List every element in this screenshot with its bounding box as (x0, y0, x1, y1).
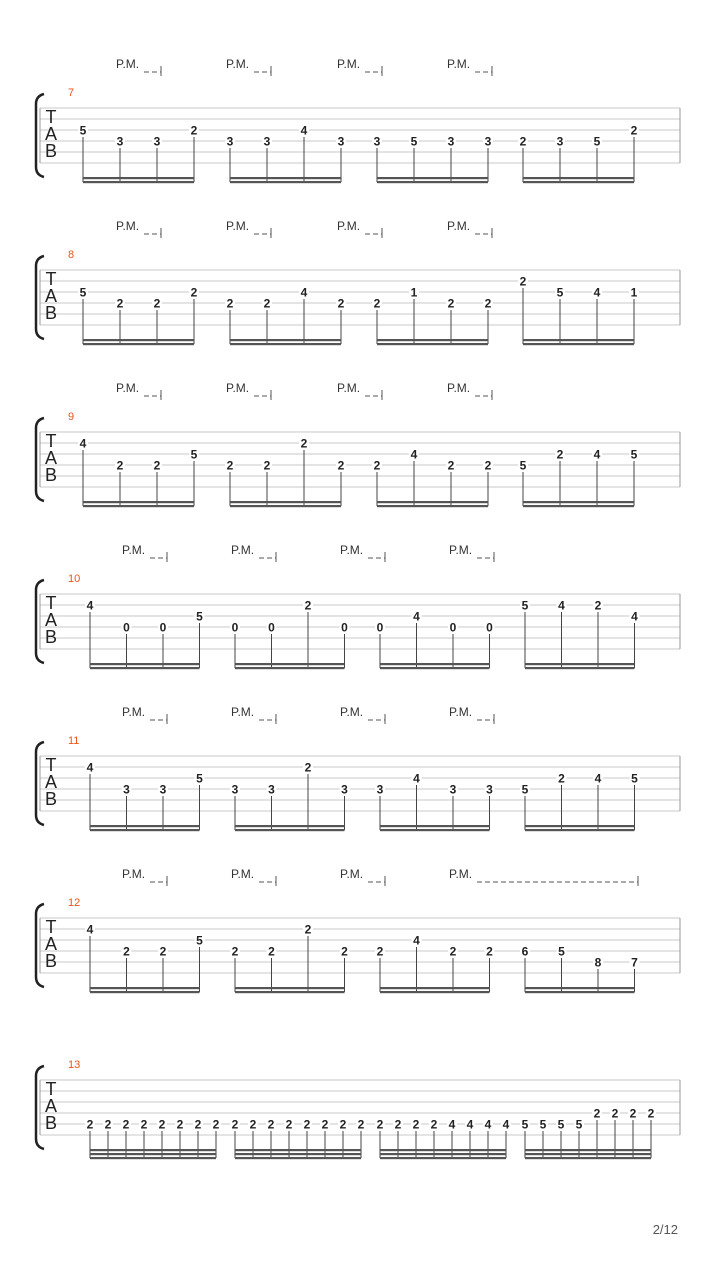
fret-number: 4 (86, 760, 94, 775)
fret-number: 2 (153, 458, 161, 473)
beam (525, 991, 635, 993)
palm-mute-label: P.M. (340, 867, 364, 881)
measure-number: 10 (68, 573, 81, 585)
fret-number: 4 (594, 771, 602, 786)
fret-number: 7 (631, 955, 638, 970)
tab-letter-b: B (44, 1113, 58, 1133)
fret-number: 2 (630, 123, 638, 138)
fret-number: 3 (341, 782, 348, 797)
tab-letter-a: A (44, 772, 58, 792)
fret-number: 2 (449, 944, 457, 959)
fret-number: 4 (593, 447, 601, 462)
fret-number: 4 (86, 598, 94, 613)
fret-number: 2 (593, 1106, 601, 1121)
palm-mute-label: P.M. (449, 543, 473, 557)
beam (90, 825, 200, 827)
fret-number: 2 (556, 447, 564, 462)
page-number: 2/12 (652, 1222, 678, 1237)
fret-number: 2 (373, 296, 381, 311)
fret-number: 2 (647, 1106, 655, 1121)
fret-number: 2 (337, 458, 345, 473)
fret-number: 3 (153, 134, 161, 149)
fret-number: 4 (300, 285, 308, 300)
beam (380, 1149, 506, 1151)
beam (90, 987, 200, 989)
fret-number: 2 (376, 944, 384, 959)
fret-number: 5 (558, 944, 565, 959)
fret-number: 2 (611, 1106, 619, 1121)
beam (380, 667, 490, 669)
fret-number: 2 (140, 1117, 148, 1132)
beam (377, 177, 488, 179)
tab-letter-b: B (44, 951, 58, 971)
beam (525, 829, 635, 831)
beam (380, 987, 490, 989)
fret-number: 2 (116, 458, 124, 473)
beam (235, 1149, 361, 1151)
fret-number: 2 (268, 944, 275, 959)
fret-number: 5 (556, 285, 564, 300)
palm-mute-label: P.M. (122, 543, 146, 557)
beam (90, 829, 200, 831)
fret-number: 3 (123, 782, 130, 797)
beam (525, 987, 635, 989)
fret-number: 2 (394, 1117, 402, 1132)
fret-number: 2 (263, 296, 271, 311)
fret-number: 4 (484, 1117, 492, 1132)
fret-number: 2 (190, 285, 198, 300)
beam (525, 825, 635, 827)
fret-number: 2 (194, 1117, 202, 1132)
fret-number: 5 (196, 771, 203, 786)
palm-mute-label: P.M. (116, 57, 140, 71)
fret-number: 3 (226, 134, 234, 149)
fret-number: 1 (410, 285, 418, 300)
beam (380, 663, 490, 665)
fret-number: 4 (413, 771, 420, 786)
tab-letter-a: A (44, 124, 58, 144)
beam (90, 1153, 216, 1155)
beam (377, 501, 488, 503)
fret-number: 3 (116, 134, 124, 149)
fret-number: 5 (519, 458, 527, 473)
fret-number: 2 (412, 1117, 420, 1132)
fret-number: 4 (79, 436, 87, 451)
beam (235, 829, 345, 831)
beam (525, 663, 635, 665)
system-13 (36, 1059, 680, 1159)
tab-letter-t: T (45, 107, 57, 127)
fret-number: 5 (575, 1117, 583, 1132)
beam (230, 343, 341, 345)
palm-mute-label: P.M. (449, 867, 473, 881)
beam (235, 667, 345, 669)
measure-number: 13 (68, 1059, 81, 1071)
beam (235, 991, 345, 993)
measure-number: 8 (68, 249, 75, 261)
palm-mute-label: P.M. (226, 57, 250, 71)
fret-number: 2 (304, 922, 312, 937)
fret-number: 5 (196, 609, 203, 624)
palm-mute-label: P.M. (231, 867, 255, 881)
fret-number: 2 (123, 944, 130, 959)
beam (523, 339, 634, 341)
tab-letter-t: T (45, 755, 57, 775)
beam (380, 1157, 506, 1159)
fret-number: 0 (341, 620, 348, 635)
fret-number: 0 (449, 620, 457, 635)
fret-number: 2 (153, 296, 161, 311)
beam (525, 1149, 651, 1151)
system-10 (36, 543, 680, 669)
fret-number: 3 (268, 782, 275, 797)
beam (377, 339, 488, 341)
fret-number: 2 (159, 944, 167, 959)
fret-number: 0 (159, 620, 167, 635)
palm-mute-label: P.M. (122, 867, 146, 881)
fret-number: 2 (190, 123, 198, 138)
fret-number: 2 (519, 134, 527, 149)
palm-mute-label: P.M. (116, 381, 140, 395)
fret-number: 3 (231, 782, 239, 797)
fret-number: 5 (631, 771, 638, 786)
tab-letter-a: A (44, 934, 58, 954)
fret-number: 5 (593, 134, 601, 149)
palm-mute-label: P.M. (340, 705, 364, 719)
fret-number: 3 (486, 782, 493, 797)
tab-letter-a: A (44, 286, 58, 306)
fret-number: 2 (263, 458, 271, 473)
fret-number: 2 (304, 598, 312, 613)
fret-number: 5 (79, 285, 87, 300)
system-9 (36, 381, 680, 507)
beam (377, 181, 488, 183)
beam (523, 177, 634, 179)
fret-number: 2 (158, 1117, 166, 1132)
beam (525, 667, 635, 669)
fret-number: 5 (196, 933, 203, 948)
palm-mute-label: P.M. (231, 543, 255, 557)
beam (380, 825, 490, 827)
tab-letter-t: T (45, 431, 57, 451)
fret-number: 2 (304, 760, 312, 775)
beam (380, 1153, 506, 1155)
beam (83, 505, 194, 507)
beam (525, 1157, 651, 1159)
palm-mute-label: P.M. (340, 543, 364, 557)
fret-number: 2 (267, 1117, 275, 1132)
fret-number: 2 (447, 296, 455, 311)
tab-letter-t: T (45, 917, 57, 937)
fret-number: 3 (159, 782, 167, 797)
fret-number: 4 (448, 1117, 456, 1132)
system-11 (36, 705, 680, 831)
palm-mute-label: P.M. (337, 219, 361, 233)
tab-letter-b: B (44, 627, 58, 647)
tab-letter-b: B (44, 789, 58, 809)
fret-number: 0 (123, 620, 130, 635)
fret-number: 4 (631, 609, 638, 624)
fret-number: 4 (413, 933, 420, 948)
fret-number: 2 (357, 1117, 365, 1132)
fret-number: 2 (176, 1117, 184, 1132)
fret-number: 2 (249, 1117, 257, 1132)
palm-mute-label: P.M. (226, 219, 250, 233)
palm-mute-label: P.M. (449, 705, 473, 719)
tab-letter-a: A (44, 610, 58, 630)
fret-number: 2 (447, 458, 455, 473)
beam (235, 1153, 361, 1155)
fret-number: 2 (339, 1117, 347, 1132)
fret-number: 3 (556, 134, 564, 149)
tab-letter-b: B (44, 465, 58, 485)
beam (523, 501, 634, 503)
beam (380, 829, 490, 831)
palm-mute-label: P.M. (447, 219, 471, 233)
fret-number: 4 (502, 1117, 510, 1132)
palm-mute-label: P.M. (122, 705, 146, 719)
palm-mute-label: P.M. (226, 381, 250, 395)
fret-number: 2 (341, 944, 348, 959)
fret-number: 2 (300, 436, 308, 451)
beam (235, 663, 345, 665)
fret-number: 0 (268, 620, 275, 635)
fret-number: 2 (430, 1117, 438, 1132)
fret-number: 4 (86, 922, 94, 937)
fret-number: 0 (376, 620, 384, 635)
fret-number: 2 (122, 1117, 130, 1132)
beam (83, 501, 194, 503)
fret-number: 2 (337, 296, 345, 311)
palm-mute-label: P.M. (447, 381, 471, 395)
tab-letter-b: B (44, 303, 58, 323)
beam (230, 501, 341, 503)
measure-number: 9 (68, 411, 75, 423)
fret-number: 6 (521, 944, 529, 959)
fret-number: 5 (190, 447, 198, 462)
system-7 (36, 57, 680, 183)
fret-number: 2 (629, 1106, 637, 1121)
beam (377, 343, 488, 345)
beam (525, 1153, 651, 1155)
fret-number: 2 (376, 1117, 384, 1132)
palm-mute-label: P.M. (116, 219, 140, 233)
tab-letter-b: B (44, 141, 58, 161)
beam (83, 339, 194, 341)
beam (230, 181, 341, 183)
beam (380, 991, 490, 993)
measure-number: 11 (68, 735, 80, 747)
tab-letter-t: T (45, 269, 57, 289)
fret-number: 3 (449, 782, 457, 797)
fret-number: 2 (484, 458, 492, 473)
beam (83, 181, 194, 183)
palm-mute-label: P.M. (337, 381, 361, 395)
fret-number: 2 (116, 296, 124, 311)
fret-number: 4 (410, 447, 418, 462)
fret-number: 2 (285, 1117, 293, 1132)
measure-number: 7 (68, 87, 75, 99)
fret-number: 4 (413, 609, 420, 624)
fret-number: 2 (484, 296, 492, 311)
system-8 (36, 219, 680, 345)
tab-letter-t: T (45, 593, 57, 613)
beam (235, 825, 345, 827)
fret-number: 5 (557, 1117, 565, 1132)
palm-mute-label: P.M. (337, 57, 361, 71)
fret-number: 2 (231, 944, 239, 959)
fret-number: 2 (231, 1117, 239, 1132)
beam (90, 991, 200, 993)
fret-number: 2 (303, 1117, 311, 1132)
fret-number: 3 (484, 134, 492, 149)
fret-number: 0 (486, 620, 493, 635)
beam (90, 663, 200, 665)
fret-number: 5 (521, 1117, 529, 1132)
fret-number: 3 (263, 134, 271, 149)
beam (230, 177, 341, 179)
palm-mute-label: P.M. (231, 705, 255, 719)
fret-number: 1 (630, 285, 638, 300)
fret-number: 4 (300, 123, 308, 138)
fret-number: 5 (410, 134, 418, 149)
fret-number: 4 (593, 285, 601, 300)
beam (90, 667, 200, 669)
fret-number: 4 (558, 598, 565, 613)
fret-number: 5 (539, 1117, 547, 1132)
fret-number: 5 (521, 598, 529, 613)
fret-number: 5 (79, 123, 87, 138)
beam (523, 181, 634, 183)
fret-number: 2 (226, 458, 234, 473)
beam (523, 343, 634, 345)
fret-number: 2 (373, 458, 381, 473)
beam (235, 987, 345, 989)
fret-number: 0 (231, 620, 239, 635)
fret-number: 5 (521, 782, 529, 797)
fret-number: 2 (104, 1117, 112, 1132)
fret-number: 3 (337, 134, 345, 149)
beam (523, 505, 634, 507)
tab-letter-t: T (45, 1079, 57, 1099)
fret-number: 5 (630, 447, 638, 462)
tab-letter-a: A (44, 1096, 58, 1116)
fret-number: 8 (594, 955, 602, 970)
fret-number: 2 (558, 771, 565, 786)
beam (230, 339, 341, 341)
beam (90, 1149, 216, 1151)
fret-number: 4 (466, 1117, 474, 1132)
beam (235, 1157, 361, 1159)
beam (230, 505, 341, 507)
beam (90, 1157, 216, 1159)
fret-number: 3 (376, 782, 384, 797)
fret-number: 3 (447, 134, 455, 149)
beam (377, 505, 488, 507)
beam (83, 177, 194, 179)
tab-letter-a: A (44, 448, 58, 468)
fret-number: 2 (519, 274, 527, 289)
system-12 (36, 867, 680, 993)
fret-number: 2 (212, 1117, 220, 1132)
fret-number: 2 (321, 1117, 329, 1132)
fret-number: 2 (486, 944, 493, 959)
fret-number: 3 (373, 134, 381, 149)
fret-number: 2 (594, 598, 602, 613)
fret-number: 2 (226, 296, 234, 311)
measure-number: 12 (68, 897, 81, 909)
beam (83, 343, 194, 345)
fret-number: 2 (86, 1117, 94, 1132)
palm-mute-label: P.M. (447, 57, 471, 71)
